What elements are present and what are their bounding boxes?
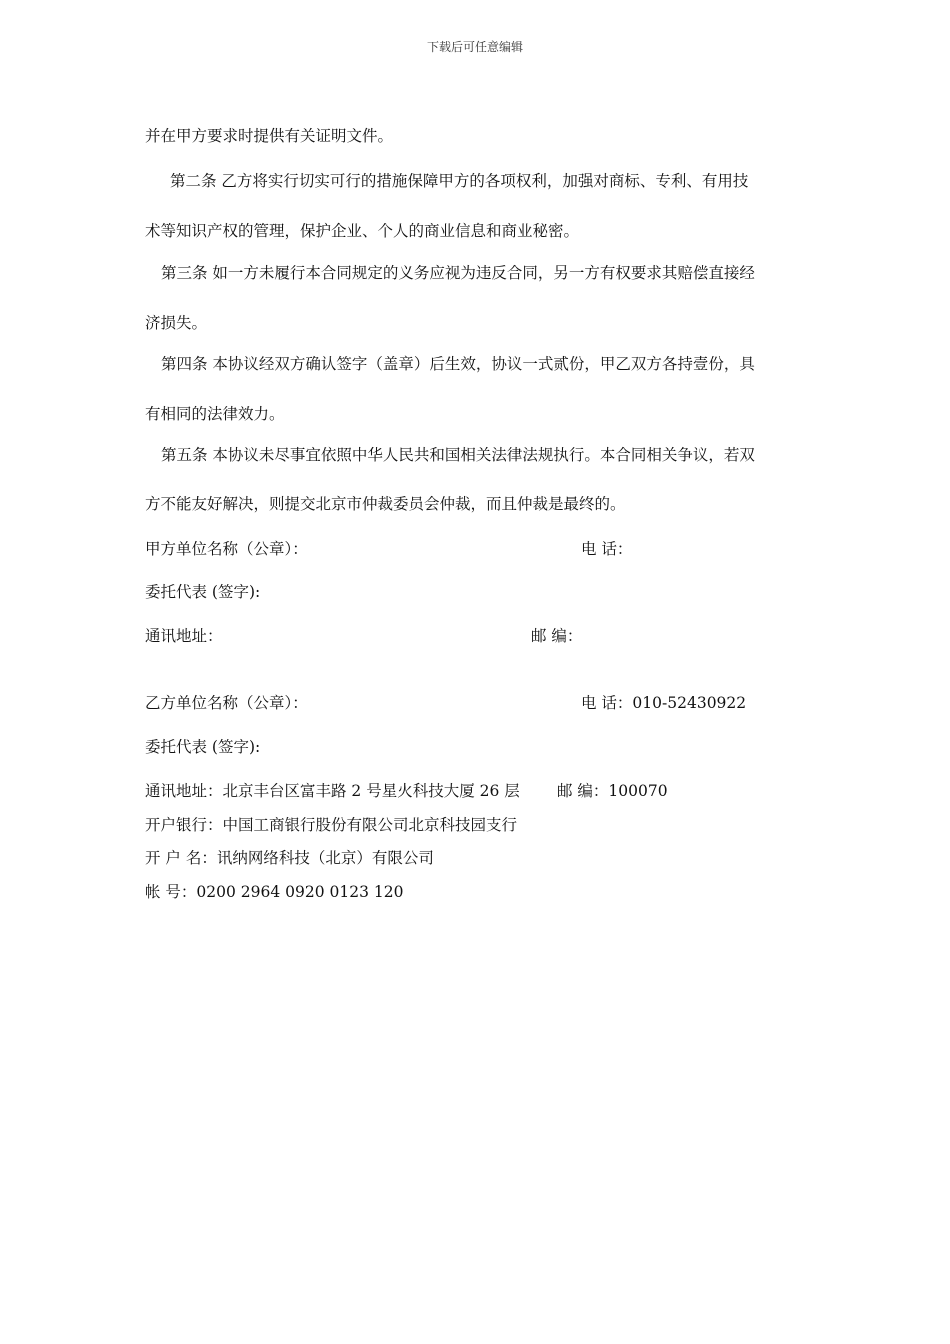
party-a-phone-label: 电 话： [581, 540, 633, 558]
article-4-line-2: 有相同的法律效力。 [145, 405, 285, 423]
paragraph-continuation: 并在甲方要求时提供有关证明文件。 [145, 127, 394, 145]
article-3-line-2: 济损失。 [145, 314, 208, 332]
party-a-representative-label: 委托代表 (签字): [145, 583, 261, 601]
page-header: 下载后可任意编辑 [426, 40, 523, 54]
article-3-line-1: 第三条 如一方未履行本合同规定的义务应视为违反合同，另一方有权要求其赔偿直接经 [161, 264, 755, 282]
party-b-phone: 电 话：010-52430922 [581, 694, 747, 712]
article-4-line-1: 第四条 本协议经双方确认签字（盖章）后生效，协议一式贰份，甲乙双方各持壹份，具 [161, 355, 755, 373]
party-a-postcode-label: 邮 编： [531, 627, 583, 645]
party-b-representative-label: 委托代表 (签字): [145, 738, 261, 756]
article-2-line-2: 术等知识产权的管理，保护企业、个人的商业信息和商业秘密。 [145, 222, 580, 240]
article-5-line-1: 第五条 本协议未尽事宜依照中华人民共和国相关法律法规执行。本合同相关争议，若双 [161, 446, 755, 464]
party-b-account-name: 开 户 名：讯纳网络科技（北京）有限公司 [145, 849, 434, 867]
party-a-name-label: 甲方单位名称（公章）： [145, 540, 308, 558]
article-5-line-2: 方不能友好解决，则提交北京市仲裁委员会仲裁，而且仲裁是最终的。 [145, 495, 626, 513]
party-a-address-label: 通讯地址： [145, 627, 223, 645]
article-2-line-1: 第二条 乙方将实行切实可行的措施保障甲方的各项权利，加强对商标、专利、有用技 [170, 172, 749, 190]
party-b-bank: 开户银行：中国工商银行股份有限公司北京科技园支行 [145, 816, 518, 834]
party-b-address: 通讯地址：北京丰台区富丰路 2 号星火科技大厦 26 层 [145, 782, 520, 800]
party-b-name-label: 乙方单位名称（公章）： [145, 694, 308, 712]
party-b-account-number: 帐 号：0200 2964 0920 0123 120 [145, 883, 404, 901]
party-b-postcode: 邮 编：100070 [557, 782, 668, 800]
